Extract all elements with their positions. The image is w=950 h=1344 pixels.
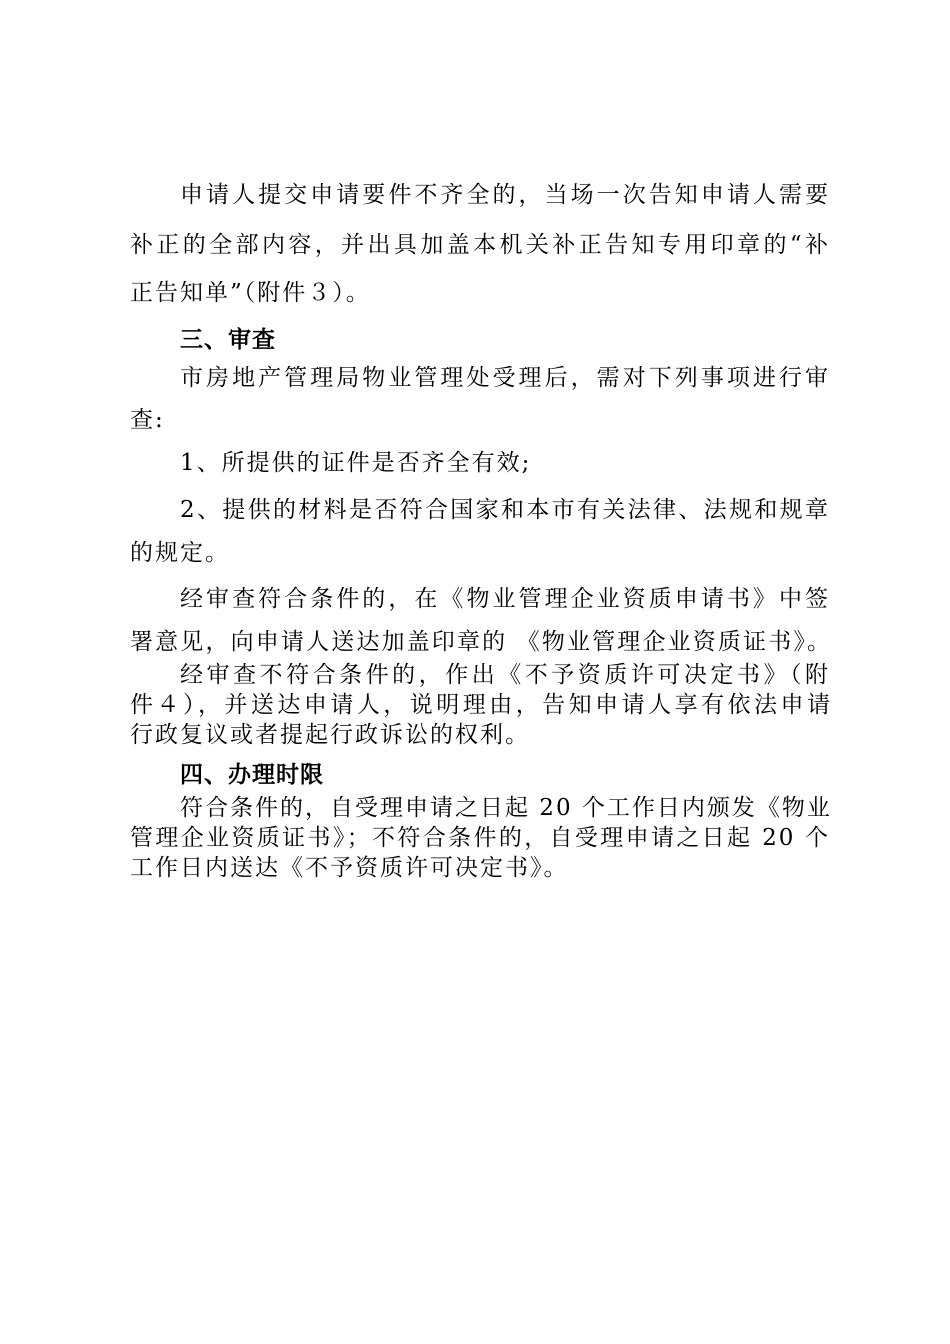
paragraph-line: 工作日内送达《不予资质许可决定书》。	[130, 855, 569, 881]
section-heading: 四、办理时限	[180, 762, 324, 788]
paragraph-line: 申请人提交申请要件不齐全的，当场一次告知申请人需要	[180, 182, 830, 208]
section-heading: 三、审查	[180, 327, 276, 353]
paragraph-line: 查:	[130, 407, 165, 433]
paragraph-line: 管理企业资质证书》；不符合条件的，自受理申请之日起 20 个	[130, 825, 830, 851]
paragraph-line: 件４），并送达申请人，说明理由，告知申请人享有依法申请	[130, 692, 830, 718]
paragraph-line: 市房地产管理局物业管理处受理后，需对下列事项进行审	[180, 365, 830, 391]
list-item: 1、所提供的证件是否齐全有效;	[180, 450, 532, 476]
paragraph-line: 经审查符合条件的，在《物业管理企业资质申请书》中签	[180, 586, 830, 612]
paragraph-line: 的规定。	[130, 540, 230, 566]
paragraph-line: 符合条件的，自受理申请之日起 20 个工作日内颁发《物业	[180, 795, 832, 821]
paragraph-line: 行政复议或者提起行政诉讼的权利。	[130, 722, 530, 748]
paragraph-line: 正告知单”（附件３）。	[130, 280, 371, 306]
paragraph-line: 署意见，向申请人送达加盖印章的 《物业管理企业资质证书》。	[130, 629, 830, 655]
list-item: 2、提供的材料是否符合国家和本市有关法律、法规和规章	[180, 497, 830, 523]
paragraph-line: 经审查不符合条件的，作出《不予资质许可决定书》（附	[180, 662, 830, 688]
paragraph-line: 补正的全部内容，并出具加盖本机关补正告知专用印章的“补	[130, 232, 830, 258]
